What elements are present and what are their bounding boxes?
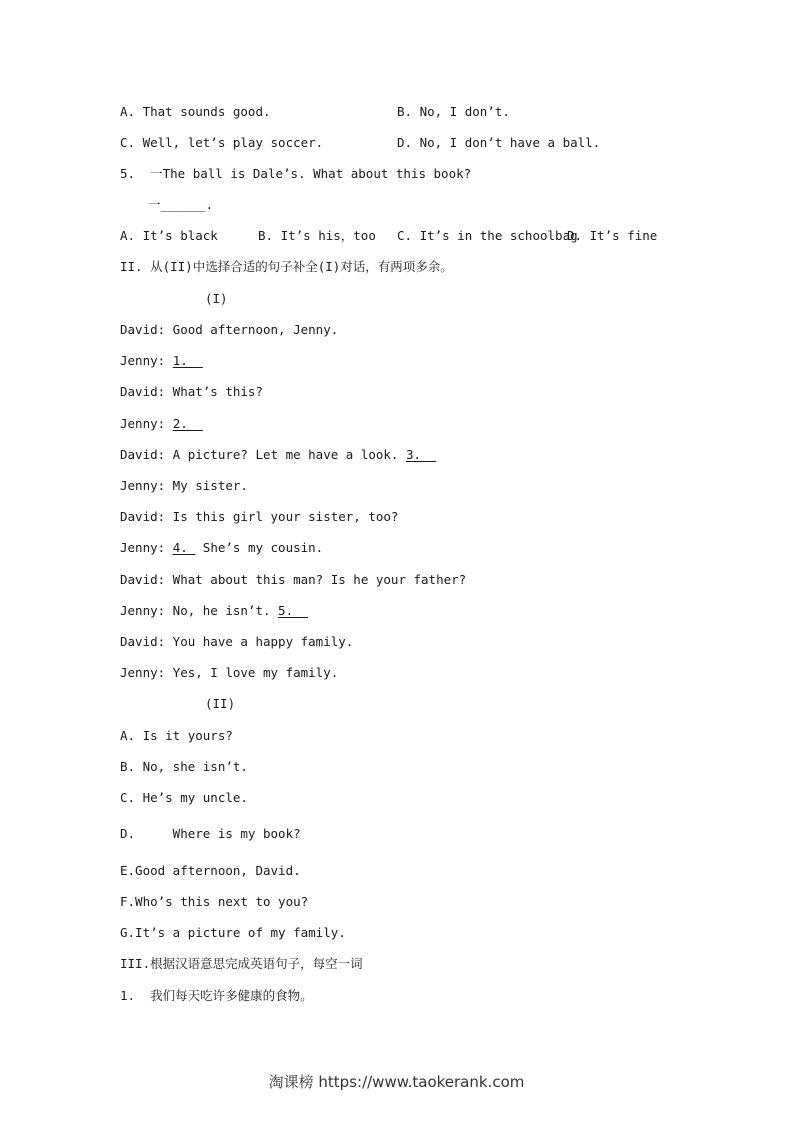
option-e: E.Good afternoon, David. <box>120 863 301 878</box>
dialogue-line-4 <box>120 416 203 432</box>
section3-question-1: 1. 我们每天吃许多健康的食物。 <box>120 988 313 1003</box>
line-text: She’s my cousin. <box>195 540 324 555</box>
blank-4: 4. <box>172 540 196 555</box>
dialogue-line-5 <box>120 447 436 463</box>
speaker: Jenny: <box>120 416 173 431</box>
option-d: D. Where is my book? <box>120 826 301 841</box>
blank-2: 2. <box>172 416 203 431</box>
q4-option-d: D. No, I don’t have a ball. <box>397 135 601 150</box>
dialogue-line-11: David: You have a happy family. <box>120 634 354 649</box>
blank-3: 3. <box>405 447 437 462</box>
q5-option-b: B. It’s his，too <box>258 228 376 243</box>
dialogue-line-12: Jenny: Yes, I love my family. <box>120 665 339 680</box>
line-text: David: A picture? Let me have a look. <box>120 447 406 462</box>
dialogue-line-6: Jenny: My sister. <box>120 478 248 493</box>
q5-option-c: C. It’s in the schoolbag <box>397 228 578 243</box>
option-b: B. No, she isn’t. <box>120 759 248 774</box>
option-f: F.Who’s this next to you? <box>120 894 309 909</box>
dialogue-line-9: David: What about this man? Is he your father? <box>120 572 467 587</box>
q4-option-a: A. That sounds good. <box>120 104 271 119</box>
q4-option-b: B. No, I don’t. <box>397 104 510 119</box>
dialogue-line-3: David: What’s this? <box>120 384 263 399</box>
q5-option-a: A. It’s black <box>120 228 218 243</box>
q5-option-d: D. It’s fine <box>567 228 658 243</box>
section2-heading: II. 从(II)中选择合适的句子补全(I)对话，有两项多余。 <box>120 259 453 274</box>
blank-1: 1. <box>172 353 203 368</box>
option-g: G.It’s a picture of my family. <box>120 925 346 940</box>
speaker: Jenny: <box>120 540 173 555</box>
dialogue-line-7: David: Is this girl your sister, too? <box>120 509 399 524</box>
dialogue-line-8 <box>120 540 323 556</box>
dialogue-line-1: David: Good afternoon, Jenny. <box>120 322 339 337</box>
speaker: Jenny: <box>120 353 173 368</box>
dialogue-line-10 <box>120 603 308 619</box>
option-c: C. He’s my uncle. <box>120 790 248 805</box>
dialogue-line-2 <box>120 353 203 369</box>
footer-watermark: 淘课榜 https://www.taokerank.com <box>268 1073 525 1091</box>
q5-answer-line: 一______. <box>148 197 214 212</box>
q4-option-c: C. Well, let’s play soccer. <box>120 135 324 150</box>
line-text: Jenny: No, he isn’t. <box>120 603 279 618</box>
part2-label: (II) <box>205 696 236 711</box>
part1-label: (I) <box>205 291 228 306</box>
section3-heading: III.根据汉语意思完成英语句子，每空一词 <box>120 956 363 971</box>
q5-question: 5. 一The ball is Dale’s. What about this book? <box>120 166 472 181</box>
blank-5: 5. <box>278 603 309 618</box>
option-a: A. Is it yours? <box>120 728 233 743</box>
